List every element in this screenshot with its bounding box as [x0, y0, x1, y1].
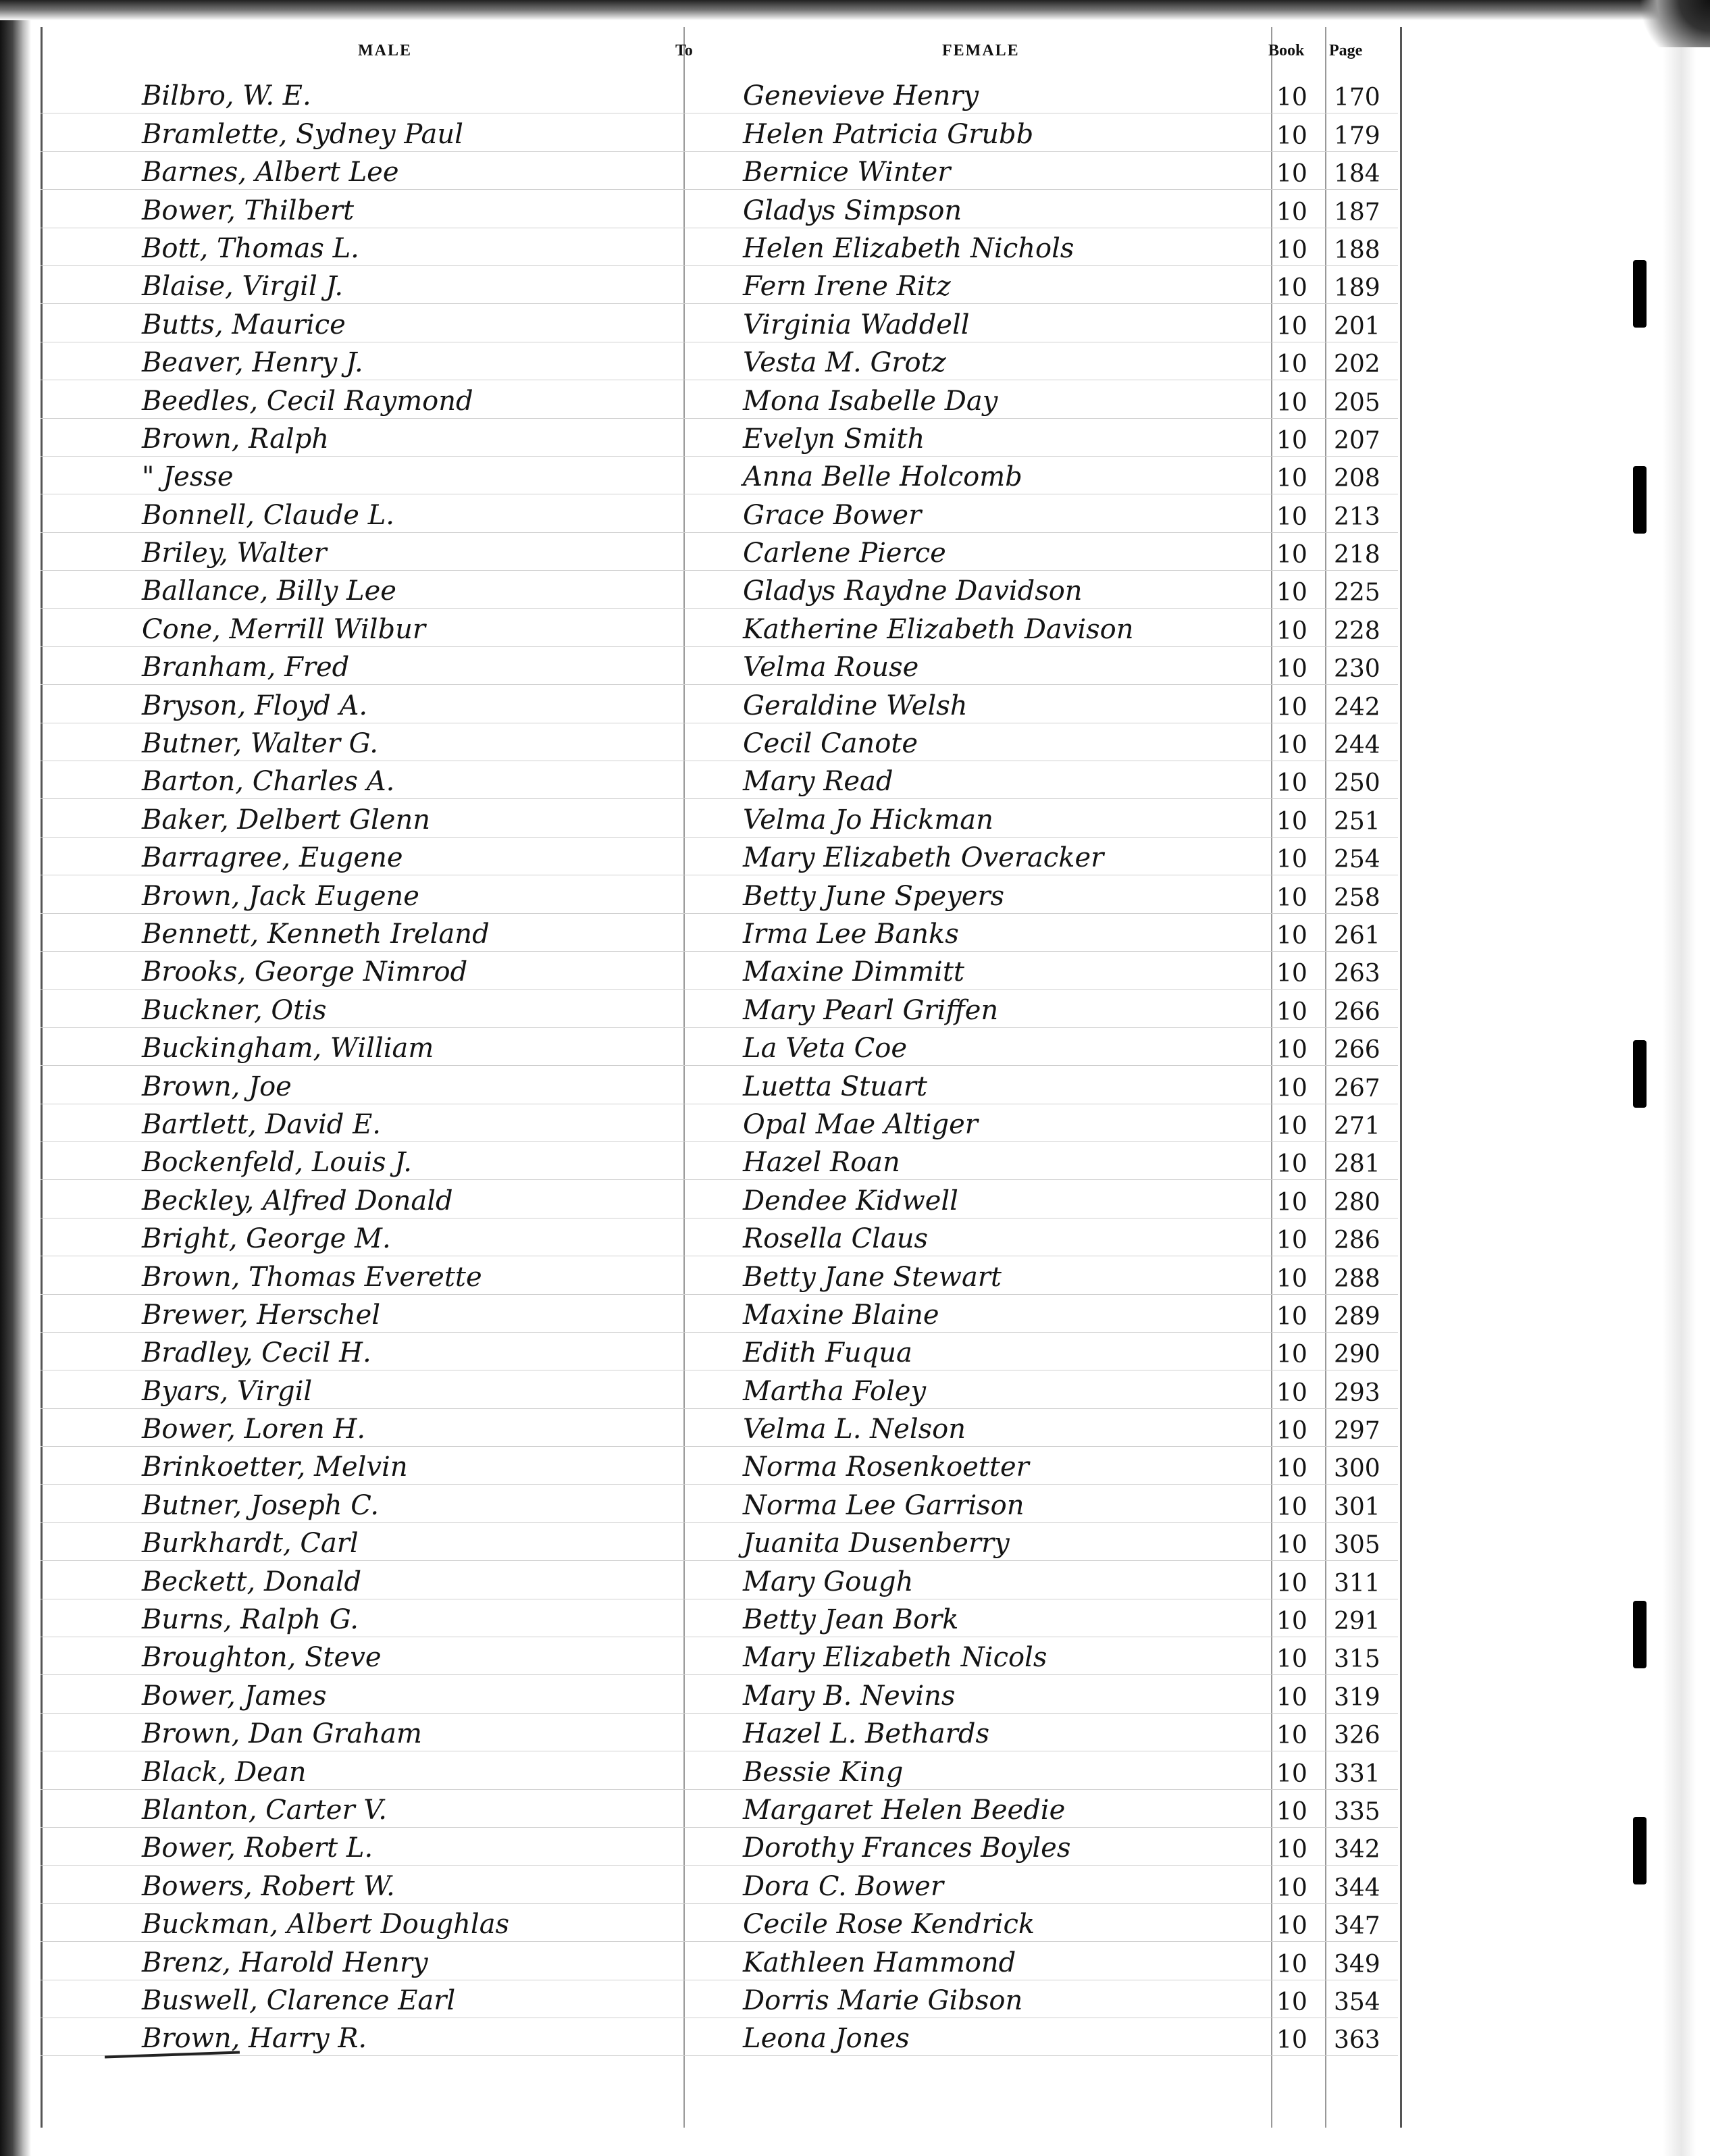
groom-name: Brown, Jack Eugene	[142, 880, 419, 912]
book-number: 10	[1276, 1379, 1307, 1407]
record-row	[41, 1904, 1398, 1942]
record-row	[41, 761, 1398, 799]
record-row	[41, 799, 1398, 837]
page-number: 293	[1334, 1379, 1380, 1407]
groom-name: Byars, Virgil	[142, 1375, 313, 1407]
record-row	[41, 1675, 1398, 1713]
bride-name: Cecil Canote	[743, 728, 918, 760]
groom-name: Beckett, Donald	[142, 1566, 362, 1597]
page-number: 319	[1334, 1683, 1380, 1712]
page-number: 205	[1334, 388, 1380, 417]
groom-name: Baker, Delbert Glenn	[142, 804, 430, 836]
book-number: 10	[1276, 198, 1307, 226]
bride-name: Edith Fuqua	[743, 1337, 912, 1369]
book-number: 10	[1276, 1417, 1307, 1445]
groom-name: Bright, George M.	[142, 1223, 391, 1255]
bride-name: Opal Mae Altiger	[743, 1108, 978, 1140]
groom-name: Bonnell, Claude L.	[142, 499, 394, 531]
groom-name: Barton, Charles A.	[142, 766, 395, 798]
bride-name: Norma Rosenkoetter	[743, 1452, 1029, 1483]
page-number: 242	[1334, 693, 1380, 721]
record-row	[41, 1637, 1398, 1675]
page-number: 363	[1334, 2026, 1380, 2055]
book-number: 10	[1276, 1531, 1307, 1560]
bride-name: Vesta M. Grotz	[743, 347, 946, 379]
bride-name: Anna Belle Holcomb	[743, 461, 1022, 493]
record-row	[41, 723, 1398, 761]
record-row	[41, 1295, 1398, 1333]
record-row	[41, 647, 1398, 685]
record-row	[41, 1523, 1398, 1561]
page-number: 305	[1334, 1531, 1380, 1560]
groom-name: Brown, Joe	[142, 1071, 292, 1102]
record-row	[41, 1333, 1398, 1370]
record-row	[41, 1142, 1398, 1180]
bride-name: Velma L. Nelson	[743, 1414, 966, 1445]
punch-hole	[1633, 1040, 1647, 1108]
scan-edge-top	[0, 0, 1710, 20]
bride-name: Betty June Speyers	[743, 880, 1005, 912]
book-number: 10	[1276, 1797, 1307, 1826]
book-number: 10	[1276, 960, 1307, 988]
record-row	[41, 1218, 1398, 1256]
groom-name: Cone, Merrill Wilbur	[142, 613, 425, 645]
bride-name: Hazel Roan	[743, 1147, 900, 1179]
bride-name: Carlene Pierce	[743, 538, 946, 569]
record-row	[41, 914, 1398, 952]
record-row	[41, 113, 1398, 151]
record-row	[41, 494, 1398, 532]
record-row	[41, 875, 1398, 913]
groom-name: Ballance, Billy Lee	[142, 575, 396, 607]
page-number: 297	[1334, 1417, 1380, 1445]
record-row	[41, 1980, 1398, 2018]
page-number: 300	[1334, 1455, 1380, 1483]
bride-name: Evelyn Smith	[743, 423, 925, 455]
groom-name: Bower, Robert L.	[142, 1832, 373, 1864]
book-number: 10	[1276, 807, 1307, 836]
page-number: 207	[1334, 426, 1380, 455]
bride-name: Bernice Winter	[743, 157, 951, 188]
record-row	[41, 571, 1398, 609]
record-row	[41, 2018, 1398, 2056]
book-number: 10	[1276, 921, 1307, 950]
page-number: 281	[1334, 1150, 1380, 1179]
marriage-record-list	[41, 76, 1398, 2056]
book-number: 10	[1276, 998, 1307, 1026]
book-number: 10	[1276, 84, 1307, 112]
page-number: 344	[1334, 1874, 1380, 1902]
punch-hole	[1633, 1601, 1647, 1668]
record-row	[41, 1104, 1398, 1142]
groom-name: Branham, Fred	[142, 652, 350, 684]
bride-name: Maxine Blaine	[743, 1299, 939, 1331]
bride-name: Luetta Stuart	[743, 1071, 927, 1102]
book-number: 10	[1276, 1493, 1307, 1521]
bride-name: Mary Pearl Griffen	[743, 994, 999, 1026]
bride-name: Velma Rouse	[743, 652, 919, 684]
bride-name: Hazel L. Bethards	[743, 1718, 989, 1750]
book-number: 10	[1276, 388, 1307, 417]
book-number: 10	[1276, 503, 1307, 531]
bride-name: Fern Irene Ritz	[743, 271, 951, 303]
book-number: 10	[1276, 274, 1307, 303]
book-number: 10	[1276, 579, 1307, 607]
page-number: 179	[1334, 122, 1380, 150]
header-to: To	[675, 42, 693, 59]
page-number: 347	[1334, 1912, 1380, 1941]
book-number: 10	[1276, 541, 1307, 569]
bride-name: Gladys Raydne Davidson	[743, 575, 1083, 607]
book-number: 10	[1276, 1455, 1307, 1483]
bride-name: Dorris Marie Gibson	[743, 1984, 1023, 2016]
page-number: 286	[1334, 1227, 1380, 1255]
groom-name: Burns, Ralph G.	[142, 1604, 359, 1636]
book-number: 10	[1276, 160, 1307, 188]
record-row	[41, 457, 1398, 494]
groom-name: Bower, Thilbert	[142, 195, 355, 226]
record-row	[41, 1028, 1398, 1066]
bride-name: Gladys Simpson	[743, 195, 962, 226]
record-row	[41, 1866, 1398, 1903]
page-number: 189	[1334, 274, 1380, 303]
page-number: 335	[1334, 1797, 1380, 1826]
record-row	[41, 952, 1398, 990]
bride-name: Margaret Helen Beedie	[743, 1794, 1066, 1826]
bride-name: Maxine Dimmitt	[743, 956, 964, 988]
record-row	[41, 152, 1398, 190]
book-number: 10	[1276, 1645, 1307, 1674]
page-number: 263	[1334, 960, 1380, 988]
groom-name: Brooks, George Nimrod	[142, 956, 468, 988]
book-number: 10	[1276, 1836, 1307, 1864]
bride-name: Genevieve Henry	[743, 80, 979, 112]
bride-name: Velma Jo Hickman	[743, 804, 993, 836]
record-row	[41, 1942, 1398, 1980]
page-number: 213	[1334, 503, 1380, 531]
record-row	[41, 76, 1398, 113]
bride-name: Mary Elizabeth Overacker	[743, 842, 1104, 874]
groom-name: Burkhardt, Carl	[142, 1528, 359, 1560]
groom-name: Bott, Thomas L.	[142, 232, 359, 264]
scan-edge-right	[1663, 0, 1710, 2156]
bride-name: Mary Read	[743, 766, 893, 798]
bride-name: Irma Lee Banks	[743, 918, 959, 950]
bride-name: Kathleen Hammond	[743, 1947, 1016, 1978]
groom-name: Beckley, Alfred Donald	[142, 1185, 453, 1216]
groom-name: Brenz, Harold Henry	[142, 1947, 428, 1978]
bride-name: Rosella Claus	[743, 1223, 929, 1255]
book-number: 10	[1276, 465, 1307, 493]
book-number: 10	[1276, 1074, 1307, 1102]
page-number: 280	[1334, 1188, 1380, 1216]
page-number: 244	[1334, 732, 1380, 760]
groom-name: Barragree, Eugene	[142, 842, 403, 874]
bride-name: Cecile Rose Kendrick	[743, 1909, 1035, 1941]
book-number: 10	[1276, 1302, 1307, 1331]
book-number: 10	[1276, 2026, 1307, 2055]
page-number: 170	[1334, 84, 1380, 112]
record-row	[41, 1828, 1398, 1866]
groom-name: Bennett, Kenneth Ireland	[142, 918, 490, 950]
record-row	[41, 1599, 1398, 1637]
groom-name: Bockenfeld, Louis J.	[142, 1147, 412, 1179]
groom-name: Bower, James	[142, 1680, 327, 1712]
bride-name: La Veta Coe	[743, 1033, 908, 1064]
groom-name: Blaise, Virgil J.	[142, 271, 344, 303]
record-row	[41, 304, 1398, 342]
book-number: 10	[1276, 693, 1307, 721]
record-row	[41, 1066, 1398, 1104]
bride-name: Grace Bower	[743, 499, 922, 531]
page-number: 301	[1334, 1493, 1380, 1521]
book-number: 10	[1276, 617, 1307, 645]
page-number: 187	[1334, 198, 1380, 226]
bride-name: Mary Gough	[743, 1566, 914, 1597]
bride-name: Katherine Elizabeth Davison	[743, 613, 1134, 645]
record-row	[41, 380, 1398, 418]
record-row	[41, 1751, 1398, 1789]
record-row	[41, 342, 1398, 380]
book-number: 10	[1276, 769, 1307, 798]
bride-name: Geraldine Welsh	[743, 690, 968, 721]
book-number: 10	[1276, 655, 1307, 684]
page-number: 315	[1334, 1645, 1380, 1674]
bride-name: Betty Jean Bork	[743, 1604, 959, 1636]
groom-name: Bower, Loren H.	[142, 1414, 366, 1445]
groom-name: Black, Dean	[142, 1756, 307, 1788]
bride-name: Leona Jones	[743, 2023, 910, 2055]
groom-name: Briley, Walter	[142, 538, 327, 569]
book-number: 10	[1276, 122, 1307, 150]
groom-name: Brewer, Herschel	[142, 1299, 381, 1331]
record-row	[41, 419, 1398, 457]
page-number: 258	[1334, 883, 1380, 912]
header-page: Page	[1329, 42, 1363, 59]
page-number: 326	[1334, 1722, 1380, 1750]
page-number: 266	[1334, 998, 1380, 1026]
record-row	[41, 533, 1398, 571]
punch-hole	[1633, 466, 1647, 534]
record-row	[41, 1485, 1398, 1522]
header-male: MALE	[358, 42, 412, 59]
record-row	[41, 1180, 1398, 1218]
bride-name: Helen Elizabeth Nichols	[743, 232, 1074, 264]
page-number: 251	[1334, 807, 1380, 836]
groom-name: Butner, Joseph C.	[142, 1489, 380, 1521]
book-number: 10	[1276, 1569, 1307, 1597]
book-number: 10	[1276, 1341, 1307, 1369]
groom-name: Beedles, Cecil Raymond	[142, 385, 473, 417]
page-number: 261	[1334, 921, 1380, 950]
book-number: 10	[1276, 732, 1307, 760]
page-number: 288	[1334, 1264, 1380, 1293]
book-number: 10	[1276, 1264, 1307, 1293]
page-number: 311	[1334, 1569, 1380, 1597]
page-number: 201	[1334, 312, 1380, 340]
book-number: 10	[1276, 1683, 1307, 1712]
groom-name: Broughton, Steve	[142, 1642, 382, 1674]
book-number: 10	[1276, 1608, 1307, 1636]
record-row	[41, 838, 1398, 875]
page-number: 254	[1334, 846, 1380, 874]
book-number: 10	[1276, 1112, 1307, 1140]
header-female: FEMALE	[942, 42, 1020, 59]
record-row	[41, 1370, 1398, 1408]
page-number: 228	[1334, 617, 1380, 645]
book-number: 10	[1276, 1760, 1307, 1788]
groom-name: Blanton, Carter V.	[142, 1794, 387, 1826]
page-number: 202	[1334, 351, 1380, 379]
page-number: 290	[1334, 1341, 1380, 1369]
book-number: 10	[1276, 1988, 1307, 2016]
record-row	[41, 1256, 1398, 1294]
groom-name: Bradley, Cecil H.	[142, 1337, 371, 1369]
page-number: 230	[1334, 655, 1380, 684]
page-number: 267	[1334, 1074, 1380, 1102]
groom-name: Beaver, Henry J.	[142, 347, 363, 379]
groom-name: Butts, Maurice	[142, 309, 346, 340]
groom-name: Brinkoetter, Melvin	[142, 1452, 408, 1483]
bride-name: Bessie King	[743, 1756, 904, 1788]
record-row	[41, 228, 1398, 266]
book-number: 10	[1276, 1874, 1307, 1902]
bride-name: Dorothy Frances Boyles	[743, 1832, 1071, 1864]
record-row	[41, 190, 1398, 228]
record-row	[41, 990, 1398, 1027]
groom-name: Barnes, Albert Lee	[142, 157, 399, 188]
book-number: 10	[1276, 426, 1307, 455]
page-number: 289	[1334, 1302, 1380, 1331]
bride-name: Dora C. Bower	[743, 1870, 943, 1902]
page-number: 188	[1334, 236, 1380, 264]
page-number: 354	[1334, 1988, 1380, 2016]
book-number: 10	[1276, 846, 1307, 874]
scan-corner	[1636, 0, 1710, 47]
bride-name: Mary Elizabeth Nicols	[743, 1642, 1047, 1674]
bride-name: Betty Jane Stewart	[743, 1261, 1002, 1293]
groom-name: Buckman, Albert Doughlas	[142, 1909, 510, 1941]
groom-name: Buckner, Otis	[142, 994, 327, 1026]
groom-name: Bryson, Floyd A.	[142, 690, 368, 721]
record-row	[41, 1790, 1398, 1828]
book-number: 10	[1276, 1950, 1307, 1978]
bride-name: Martha Foley	[743, 1375, 927, 1407]
record-row	[41, 1409, 1398, 1447]
book-number: 10	[1276, 1150, 1307, 1179]
page-number: 349	[1334, 1950, 1380, 1978]
groom-name: Brown, Thomas Everette	[142, 1261, 482, 1293]
bride-name: Norma Lee Garrison	[743, 1489, 1025, 1521]
book-number: 10	[1276, 1188, 1307, 1216]
bride-name: Juanita Dusenberry	[743, 1528, 1010, 1560]
bride-name: Virginia Waddell	[743, 309, 970, 340]
book-number: 10	[1276, 1227, 1307, 1255]
book-number: 10	[1276, 312, 1307, 340]
bride-name: Mary B. Nevins	[743, 1680, 956, 1712]
bride-name: Helen Patricia Grubb	[743, 118, 1034, 150]
page-number: 271	[1334, 1112, 1380, 1140]
groom-name: Brown, Dan Graham	[142, 1718, 422, 1750]
book-number: 10	[1276, 351, 1307, 379]
record-row	[41, 685, 1398, 723]
page-number: 225	[1334, 579, 1380, 607]
groom-name: Bilbro, W. E.	[142, 80, 311, 112]
page-number: 266	[1334, 1036, 1380, 1064]
page-number: 331	[1334, 1760, 1380, 1788]
punch-hole	[1633, 1817, 1647, 1884]
record-row	[41, 266, 1398, 304]
groom-name: Bowers, Robert W.	[142, 1870, 395, 1902]
groom-name: Butner, Walter G.	[142, 728, 378, 760]
bride-name: Dendee Kidwell	[743, 1185, 958, 1216]
punch-hole	[1633, 260, 1647, 328]
record-row	[41, 1561, 1398, 1599]
groom-name: Brown, Ralph	[142, 423, 330, 455]
record-row	[41, 609, 1398, 646]
book-number: 10	[1276, 1912, 1307, 1941]
page-number: 291	[1334, 1608, 1380, 1636]
book-number: 10	[1276, 1722, 1307, 1750]
book-number: 10	[1276, 236, 1307, 264]
groom-name: Buckingham, William	[142, 1033, 434, 1064]
record-row	[41, 1447, 1398, 1485]
groom-name: Buswell, Clarence Earl	[142, 1984, 456, 2016]
page-number: 184	[1334, 160, 1380, 188]
groom-name: Bartlett, David E.	[142, 1108, 382, 1140]
header-book: Book	[1268, 42, 1305, 59]
page-number: 208	[1334, 465, 1380, 493]
page-number: 218	[1334, 541, 1380, 569]
groom-name: Brown, Harry R.	[142, 2023, 367, 2055]
scan-edge-left	[0, 0, 31, 2156]
record-row	[41, 1714, 1398, 1751]
bride-name: Mona Isabelle Day	[743, 385, 998, 417]
page-number: 342	[1334, 1836, 1380, 1864]
book-number: 10	[1276, 1036, 1307, 1064]
groom-name: Bramlette, Sydney Paul	[142, 118, 463, 150]
page-number: 250	[1334, 769, 1380, 798]
book-number: 10	[1276, 883, 1307, 912]
groom-name: " Jesse	[142, 461, 234, 493]
